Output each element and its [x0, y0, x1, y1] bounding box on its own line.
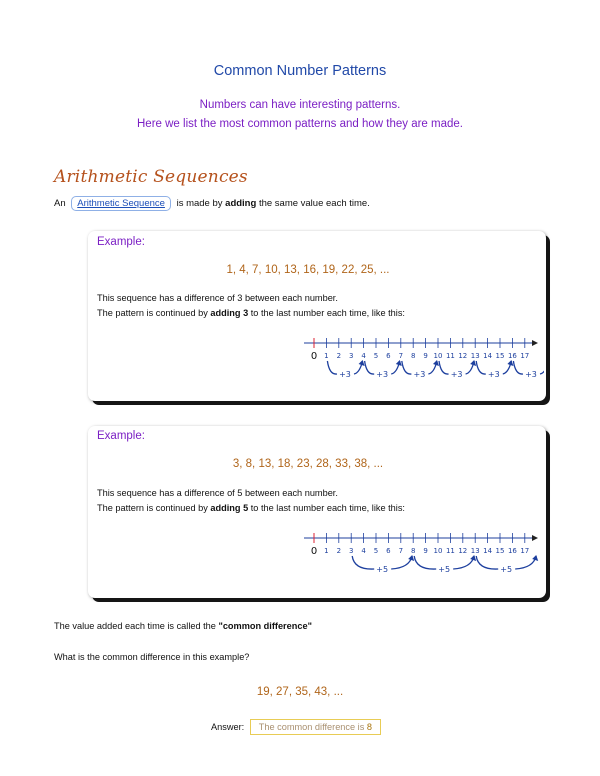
tick-label: 4	[361, 547, 366, 555]
tick-label: 5	[373, 547, 379, 555]
tick-label: 10	[433, 547, 443, 555]
hop-arc-right	[540, 361, 544, 374]
hop-arc-left	[402, 361, 412, 374]
zero-label: 0	[310, 546, 318, 557]
hop-arc-left	[513, 361, 523, 374]
intro-prefix: An	[54, 198, 66, 209]
hop-label: +5	[500, 565, 513, 574]
tick-label: 13	[470, 547, 480, 555]
tick-label: 6	[386, 547, 391, 555]
hop-arc-right	[453, 556, 474, 569]
tick-label: 11	[445, 352, 455, 360]
intro-mid: is made by	[176, 198, 223, 209]
tick-label: 9	[423, 352, 428, 360]
example-card-1	[88, 231, 546, 401]
axis-arrow-icon	[532, 535, 538, 541]
intro-bold: adding	[225, 198, 257, 209]
tick-label: 10	[433, 352, 443, 360]
hop-label: +3	[450, 370, 463, 379]
hop-arc-left	[414, 556, 436, 569]
hop-arc-left	[439, 361, 449, 374]
hop-arc-left	[352, 556, 374, 569]
intro-suffix: the same value each time.	[258, 198, 370, 209]
hop-label: +3	[525, 370, 537, 379]
tick-label: 14	[483, 547, 493, 555]
answer-row	[211, 719, 381, 735]
tick-label: 1	[324, 352, 329, 360]
example-label: Example:	[97, 430, 145, 442]
tick-label: 17	[520, 352, 530, 360]
hop-label: +3	[339, 370, 351, 379]
number-line	[300, 335, 544, 385]
tick-label: 17	[520, 547, 530, 555]
tick-label: 6	[386, 352, 391, 360]
hop-arc-right	[515, 556, 536, 569]
answer-value: 8	[366, 722, 372, 732]
tick-label: 2	[336, 547, 342, 555]
tick-label: 3	[348, 547, 354, 555]
tick-label: 16	[507, 352, 517, 360]
tick-label: 12	[458, 352, 468, 360]
hop-arc-left	[476, 361, 486, 374]
answer-box[interactable]	[250, 719, 381, 735]
tick-label: 12	[458, 547, 468, 555]
tick-label: 14	[483, 352, 493, 360]
example-card-2	[88, 426, 546, 598]
answer-text: The common difference is	[258, 722, 365, 732]
number-line	[300, 530, 544, 582]
tick-label: 15	[495, 547, 505, 555]
hop-label: +5	[376, 565, 389, 574]
page-subtitle	[0, 96, 600, 134]
tick-label: 9	[423, 547, 428, 555]
question-text: What is the common difference in this example?	[54, 652, 250, 662]
answer-label: Answer:	[211, 722, 245, 732]
hop-arc-left	[476, 556, 498, 569]
section-heading: Arithmetic Sequences	[54, 167, 248, 187]
common-difference-text: The value added each time is called the "common difference"	[54, 621, 312, 631]
question-sequence: 19, 27, 35, 43, ...	[256, 686, 344, 698]
axis-arrow-icon	[532, 340, 538, 346]
example-label: Example:	[97, 236, 145, 248]
hop-arc-left	[365, 361, 375, 374]
tick-label: 8	[410, 547, 416, 555]
hop-label: +3	[487, 370, 500, 379]
hop-label: +3	[413, 370, 426, 379]
tick-label: 7	[398, 547, 404, 555]
tick-label: 1	[324, 547, 329, 555]
tick-label: 8	[410, 352, 416, 360]
arithmetic-sequence-link[interactable]: Arithmetic Sequence	[71, 196, 171, 211]
page-title: Common Number Patterns	[213, 63, 387, 79]
tick-label: 4	[361, 352, 366, 360]
hop-arc-right	[391, 556, 412, 569]
hop-arc-left	[327, 361, 337, 374]
example-description	[97, 291, 405, 321]
description-line-1: This sequence has a difference of 5 between each number.	[97, 488, 338, 498]
example-description	[97, 486, 405, 516]
tick-label: 16	[507, 547, 517, 555]
description-line-2: The pattern is continued by adding 5 to the last number each time, like this:	[97, 503, 405, 513]
description-line-1: This sequence has a difference of 3 between each number.	[97, 293, 338, 303]
tick-label: 15	[495, 352, 505, 360]
tick-label: 2	[336, 352, 342, 360]
tick-label: 11	[445, 547, 455, 555]
hop-label: +5	[438, 565, 451, 574]
tick-label: 7	[398, 352, 404, 360]
example-sequence: 1, 4, 7, 10, 13, 16, 19, 22, 25, ...	[226, 264, 390, 276]
section-intro	[54, 196, 370, 211]
subtitle-line-1: Numbers can have interesting patterns.	[199, 99, 401, 111]
zero-label: 0	[310, 351, 318, 362]
tick-label: 13	[470, 352, 480, 360]
example-sequence: 3, 8, 13, 18, 23, 28, 33, 38, ...	[232, 458, 384, 470]
tick-label: 3	[348, 352, 354, 360]
hop-label: +3	[376, 370, 389, 379]
description-line-2: The pattern is continued by adding 3 to the last number each time, like this:	[97, 308, 405, 318]
tick-label: 5	[373, 352, 379, 360]
subtitle-line-2: Here we list the most common patterns and how they are made.	[137, 118, 463, 130]
